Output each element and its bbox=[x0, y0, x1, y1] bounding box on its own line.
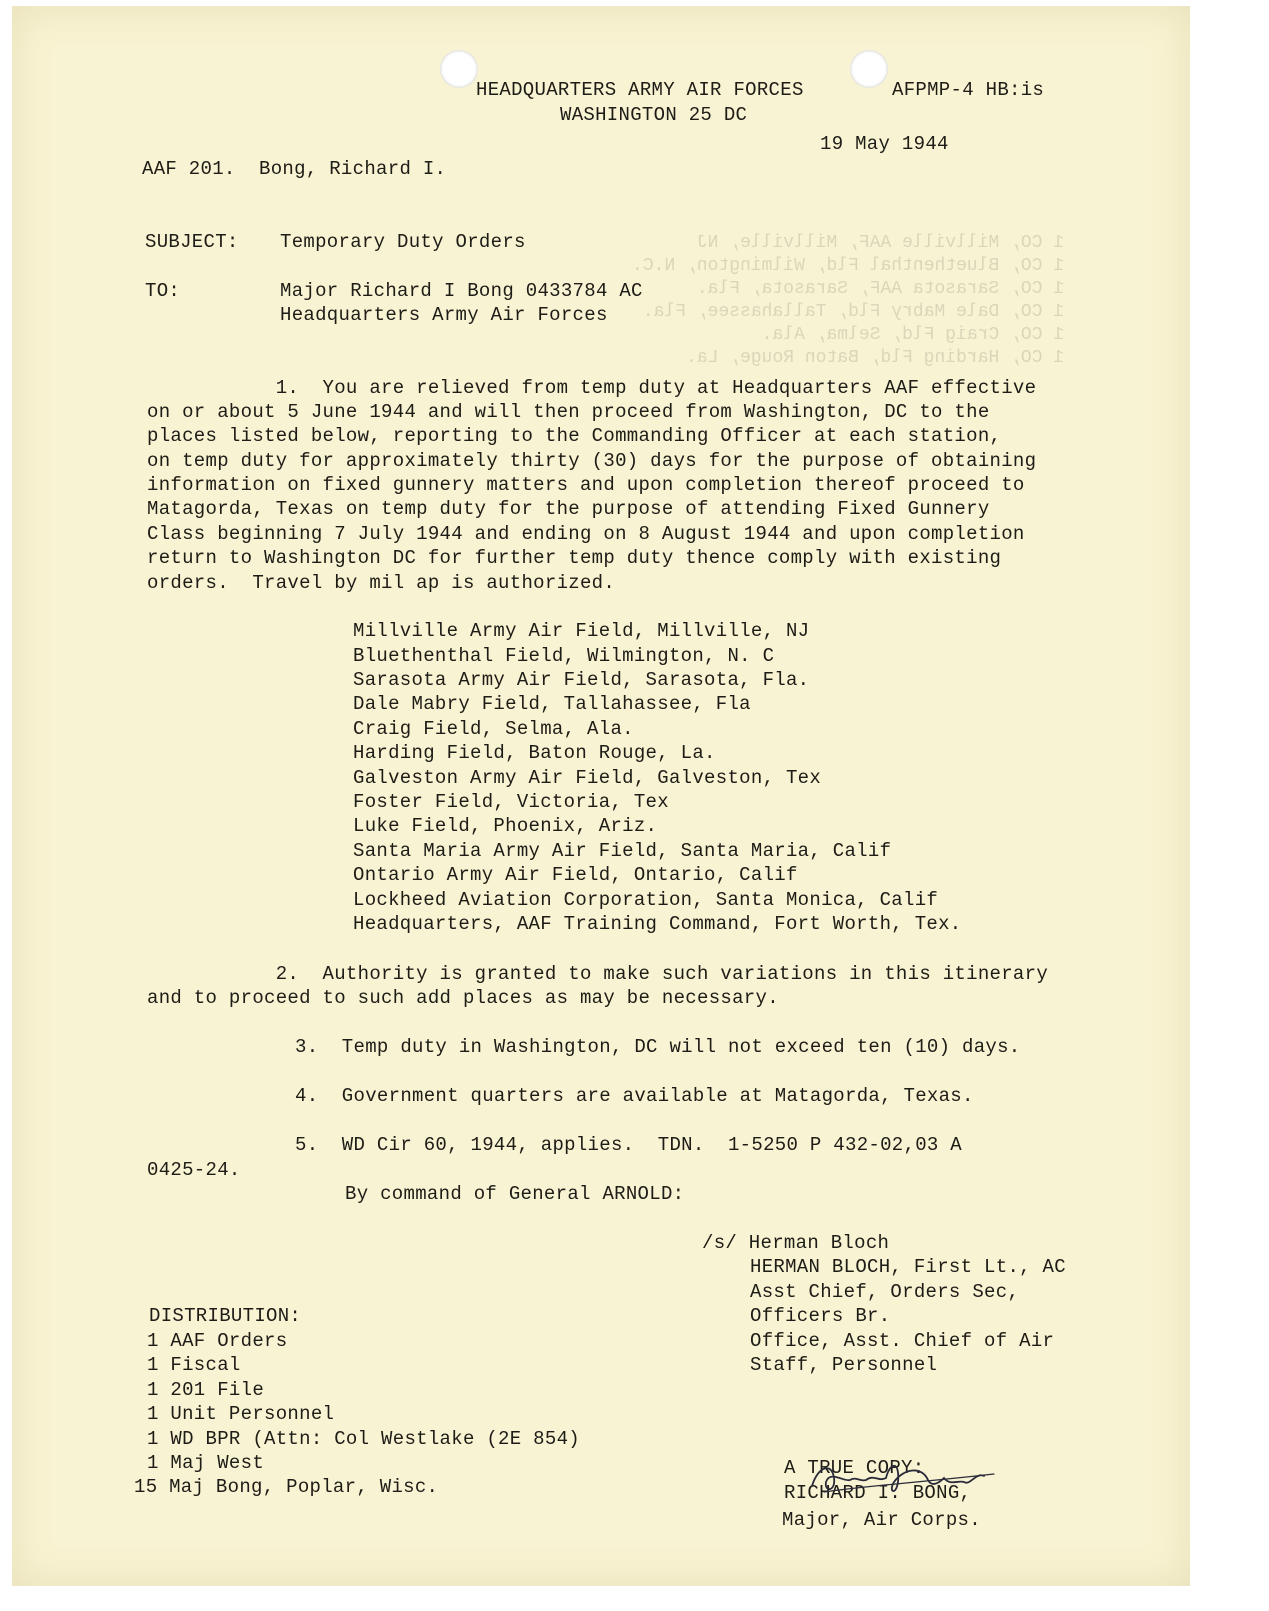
list-item: Bluethenthal Field, Wilmington, N. C bbox=[353, 645, 775, 667]
list-item: Foster Field, Victoria, Tex bbox=[353, 791, 669, 813]
list-item: 15 Maj Bong, Poplar, Wisc. bbox=[134, 1476, 439, 1498]
punch-hole-right bbox=[850, 50, 888, 88]
list-item: Headquarters, AAF Training Command, Fort Worth, Tex. bbox=[353, 913, 962, 935]
list-item: Craig Field, Selma, Ala. bbox=[353, 718, 634, 740]
list-item: 1 201 File bbox=[147, 1379, 265, 1401]
list-item: Lockheed Aviation Corporation, Santa Monica, Calif bbox=[353, 889, 939, 911]
list-item: Galveston Army Air Field, Galveston, Tex bbox=[353, 767, 822, 789]
subject-value: Temporary Duty Orders bbox=[280, 231, 526, 253]
list-item: 1 AAF Orders bbox=[147, 1330, 288, 1352]
letter-date: 19 May 1944 bbox=[820, 133, 949, 155]
handwritten-signature bbox=[804, 1452, 1004, 1502]
list-item: Ontario Army Air Field, Ontario, Calif bbox=[353, 864, 798, 886]
paragraph-4: 4. Government quarters are available at Matagorda, Texas. bbox=[295, 1085, 974, 1107]
letter-page: 1 CO, Millville AAF, Millville, NJ 1 CO, Bluethenthal Fld, Wilmington, N.C. 1 CO, Sarasota AAF, Sarasota, Fla. 1 CO, Dale Mabry Fld, Tallahassee, Fla. 1 CO, Craig Fld, Selma, Ala. 1 CO, Harding Fld, Baton Rouge, La. HEADQUARTERS ARMY AIR FORCES WASHINGTON 25 DC AFPMP-4 HB:is 19 May 1944 AAF 201. Bong, Richard I. SUBJECT: Temporary Duty Orders TO: Major Richard I Bong 0433784 AC Headquarters Army Air Forces 1. You are relieved from temp duty at Headquarters AAF effective on or about 5 June 1944 and will then proceed from Washington, DC to the places listed below, reporting to the Commanding Officer at each station, on temp duty for approximately thirty (30) days for the purpose of obtaining information on fixed gunnery matters and upon completion thereof proceed to Matagorda, Texas on temp duty for the purpose of attending Fixed Gunnery Class beginning 7 July 1944 and ending on 8 August 1944 and upon completion return to Washington DC for further temp duty thence comply with existing orders. Travel by mil ap is authorized. Millville Army Air Field, Millville, NJ Bluethenthal Field, Wilmington, N. C Sarasota Army Air Field, Sarasota, Fla. Dale Mabry Field, Tallahassee, Fla Craig Field, Selma, Ala. Harding Field, Baton Rouge, La. Galveston Army Air Field, Galveston, Tex Foster Field, Victoria, Tex Luke Field, Phoenix, Ariz. Santa Maria Army Air Field, Santa Maria, Calif Ontario Army Air Field, Ontario, Calif Lockheed Aviation Corporation, Santa Monica, Calif Headquarters, AAF Training Command, Fort Worth, Tex. 2. Authority is granted to make such variations in this itinerary and to proceed to such add places as may be necessary. 3. Temp duty in Washington, DC will not exceed ten (10) days. 4. Government quarters are available at Matagorda, Texas. 5. WD Cir 60, 1944, applies. TDN. 1-5250 P 432-02,03 A 0425-24. By command of General ARNOLD: /s/ Herman Bloch HERMAN BLOCH, First Lt., AC Asst Chief, Orders Sec, Officers Br. Office, Asst. Chief of Air Staff, Personnel DISTRIBUTION: 1 AAF Orders 1 Fiscal 1 201 File 1 Unit Personnel 1 WD BPR (Attn: Col Westlake (2E 854) 1 Maj West 15 Maj Bong, Poplar, Wisc. A TRUE COPY: RICHARD I. BONG, Major, Air Corps. bbox=[12, 6, 1190, 1586]
to-line-1: Major Richard I Bong 0433784 AC bbox=[280, 280, 643, 302]
paragraph-5-continuation: 0425-24. bbox=[147, 1159, 241, 1181]
list-item: Harding Field, Baton Rouge, La. bbox=[353, 742, 716, 764]
list-item: Millville Army Air Field, Millville, NJ bbox=[353, 620, 810, 642]
punch-hole-left bbox=[440, 50, 478, 88]
command-line: By command of General ARNOLD: bbox=[345, 1183, 685, 1205]
header-line-2: WASHINGTON 25 DC bbox=[560, 104, 748, 126]
true-copy-rank: Major, Air Corps. bbox=[782, 1509, 981, 1531]
list-item: 1 WD BPR (Attn: Col Westlake (2E 854) bbox=[147, 1428, 580, 1450]
list-item: 1 Fiscal bbox=[147, 1354, 241, 1376]
list-item: Sarasota Army Air Field, Sarasota, Fla. bbox=[353, 669, 810, 691]
list-item: Santa Maria Army Air Field, Santa Maria, Calif bbox=[353, 840, 892, 862]
list-item: 1 Unit Personnel bbox=[147, 1403, 335, 1425]
to-line-2: Headquarters Army Air Forces bbox=[280, 304, 608, 326]
distribution-heading: DISTRIBUTION: bbox=[149, 1305, 302, 1327]
office-code: AFPMP-4 HB:is bbox=[892, 79, 1045, 101]
file-reference: AAF 201. Bong, Richard I. bbox=[142, 158, 447, 180]
list-item: Luke Field, Phoenix, Ariz. bbox=[353, 815, 658, 837]
to-label: TO: bbox=[145, 280, 181, 302]
true-copy-label: A TRUE COPY: bbox=[784, 1457, 925, 1479]
header-line-1: HEADQUARTERS ARMY AIR FORCES bbox=[476, 79, 804, 101]
true-copy-name: RICHARD I. BONG, bbox=[784, 1482, 972, 1504]
paragraph-3: 3. Temp duty in Washington, DC will not exceed ten (10) days. bbox=[295, 1036, 1021, 1058]
bleed-through-text: 1 CO, Millville AAF, Millville, NJ 1 CO, Bluethenthal Fld, Wilmington, N.C. 1 CO, Sarasota AAF, Sarasota, Fla. 1 CO, Dale Mabry Fld, Tallahassee, Fla. 1 CO, Craig Fld, Selma, Ala. 1 CO, Harding Fld, Baton Rouge, La. bbox=[632, 233, 1065, 368]
paragraph-5: 5. WD Cir 60, 1944, applies. TDN. 1-5250 P 432-02,03 A bbox=[295, 1134, 963, 1156]
subject-label: SUBJECT: bbox=[145, 231, 239, 253]
list-item: 1 Maj West bbox=[147, 1452, 265, 1474]
list-item: Dale Mabry Field, Tallahassee, Fla bbox=[353, 693, 751, 715]
